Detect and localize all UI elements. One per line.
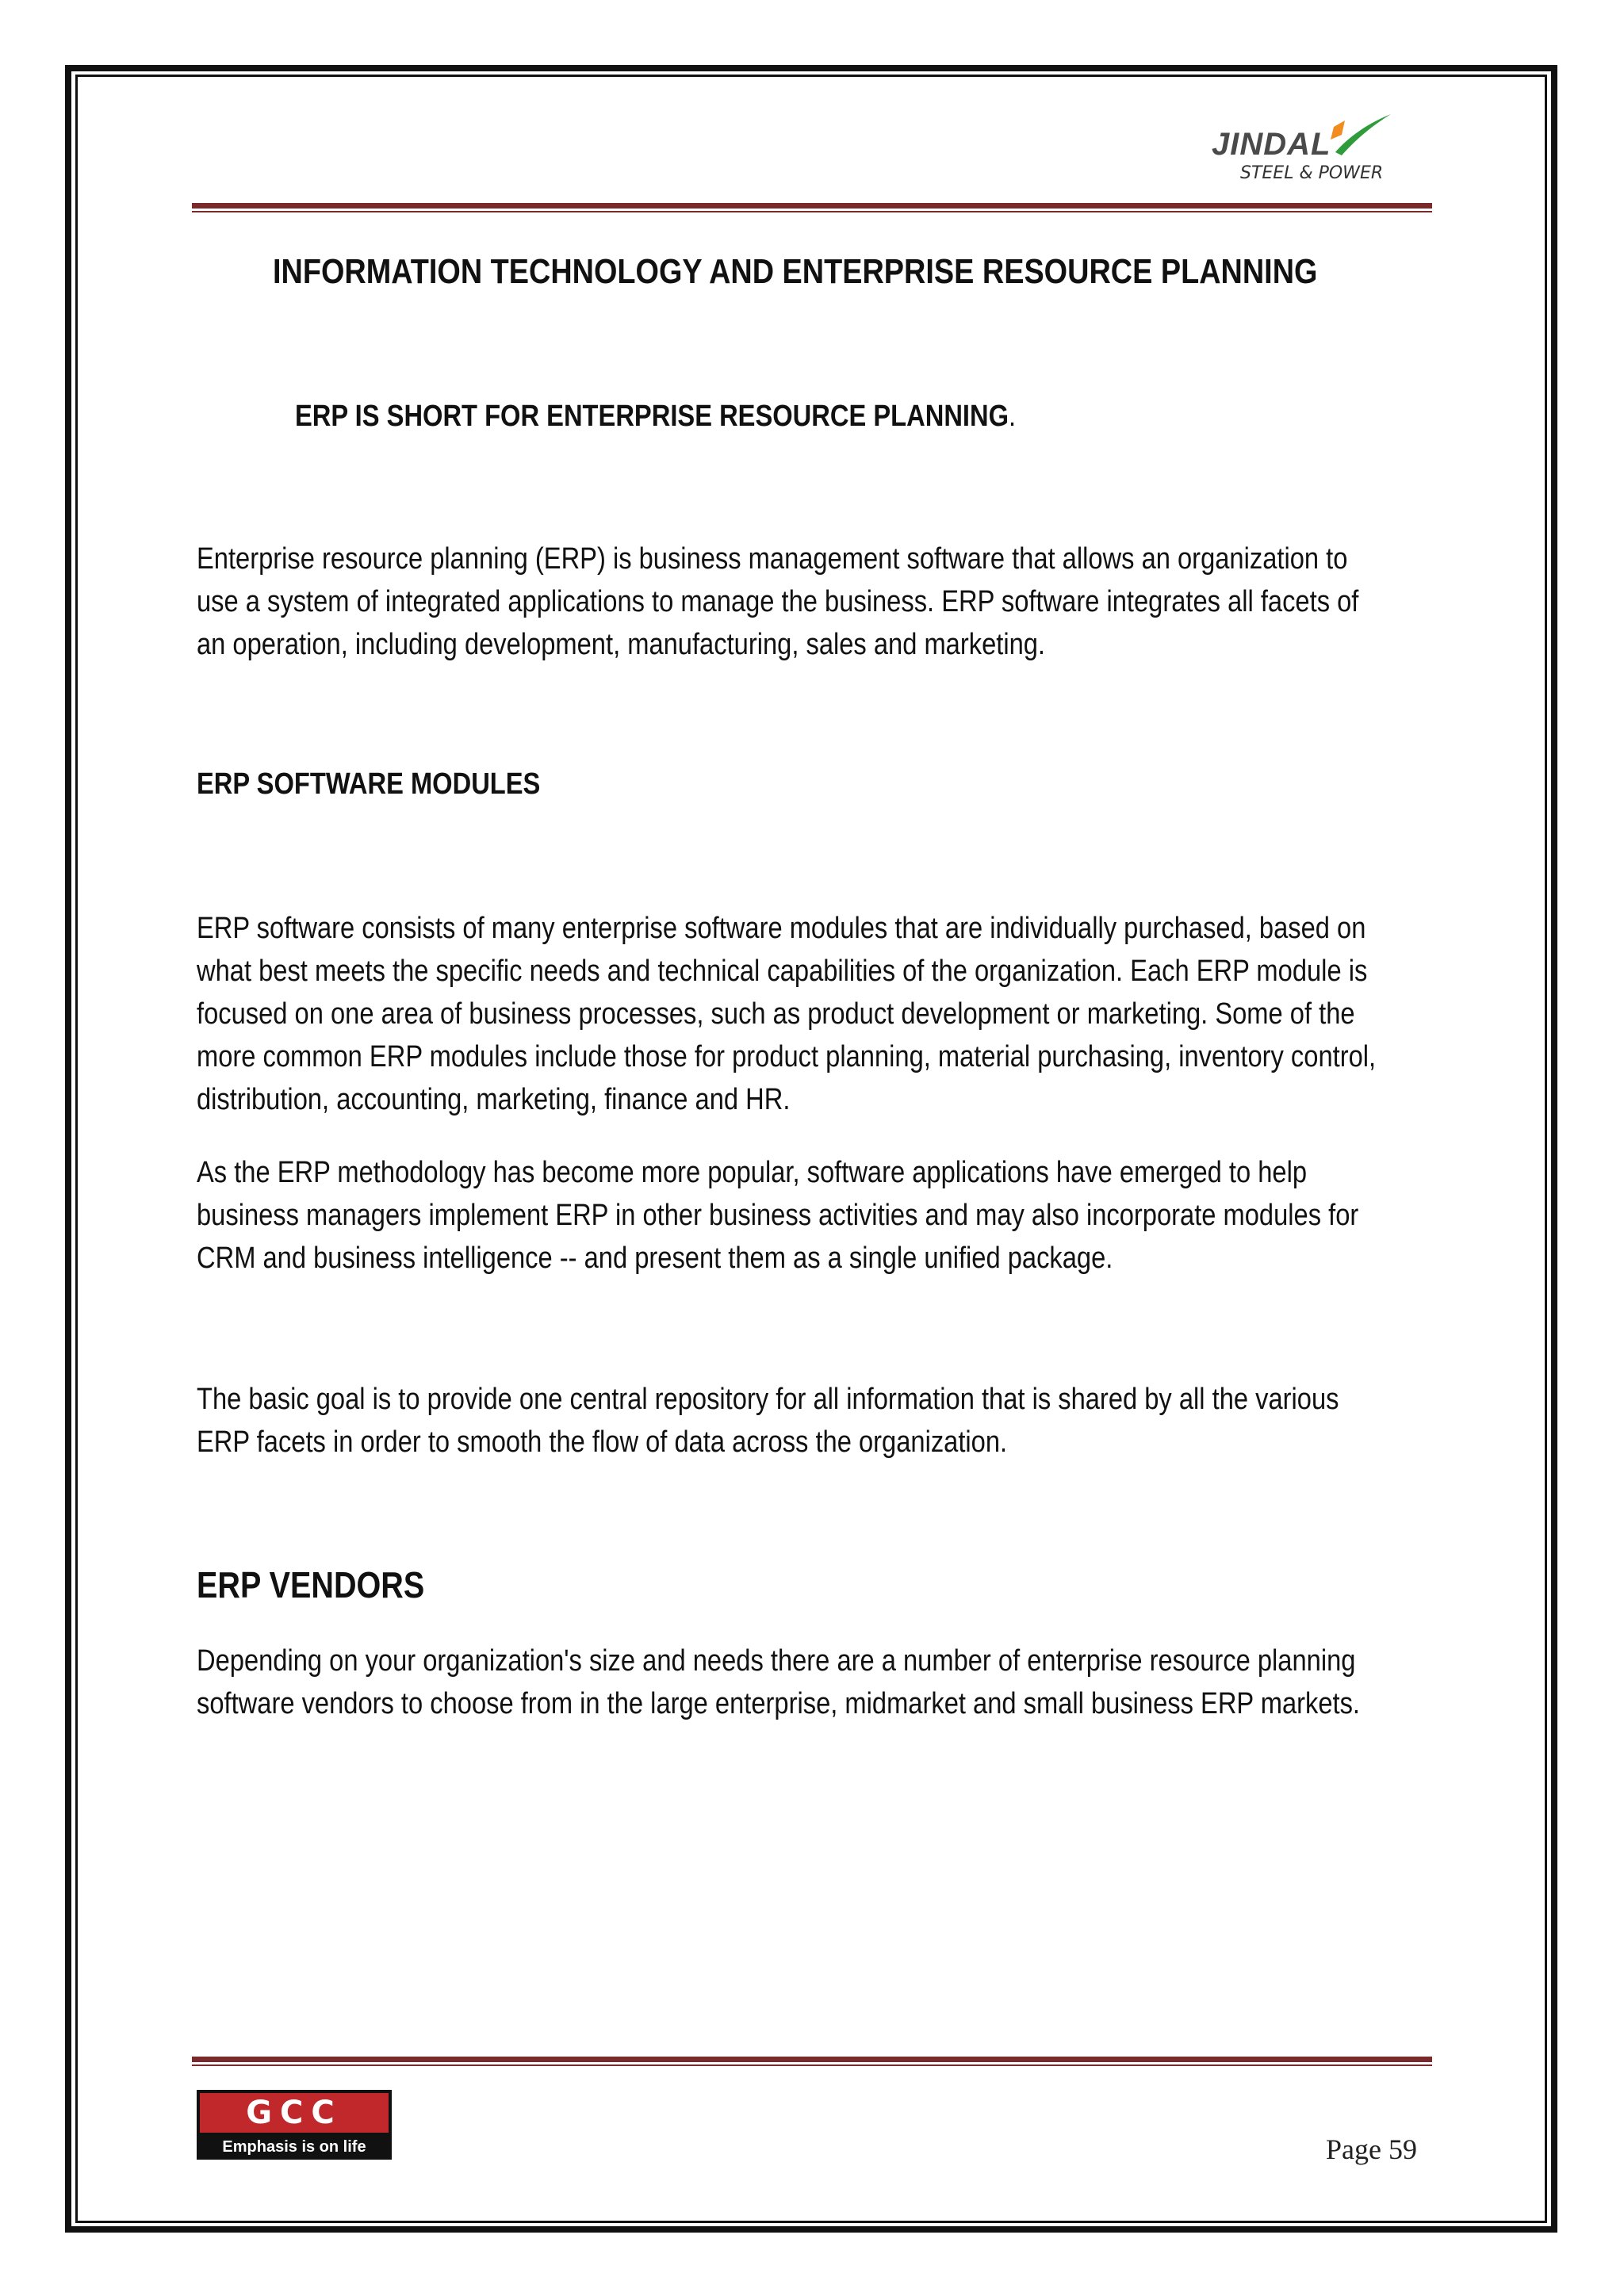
paragraph-line: Depending on your organization's size and needs there are a number of enterprise resource planning bbox=[197, 1644, 1356, 1678]
logo-subtitle: STEEL & POWER bbox=[1240, 163, 1384, 183]
modules-paragraph-2 bbox=[197, 1151, 1548, 1280]
page-number: Page 59 bbox=[1326, 2133, 1417, 2165]
jindal-logo bbox=[1212, 111, 1402, 190]
paragraph-line: distribution, accounting, marketing, finance and HR. bbox=[197, 1083, 791, 1116]
paragraph-line: CRM and business intelligence -- and present them as a single unified package. bbox=[197, 1242, 1113, 1275]
paragraph-line: more common ERP modules include those for product planning, material purchasing, inventory control, bbox=[197, 1040, 1377, 1073]
paragraph-line: As the ERP methodology has become more popular, software applications have emerged to help bbox=[197, 1156, 1308, 1189]
paragraph-line: focused on one area of business processes, such as product development or marketing. Some of the bbox=[197, 997, 1355, 1031]
logo-wordmark: JINDAL bbox=[1212, 127, 1331, 162]
paragraph-line: ERP software consists of many enterprise software modules that are individually purchased, based on bbox=[197, 912, 1366, 945]
header-rule bbox=[192, 203, 1432, 212]
page-title: INFORMATION TECHNOLOGY AND ENTERPRISE RESOURCE PLANNING bbox=[273, 252, 1318, 291]
intro-paragraph bbox=[197, 538, 1548, 666]
paragraph-line: ERP facets in order to smooth the flow of data across the organization. bbox=[197, 1425, 1008, 1459]
page-border-inner bbox=[75, 75, 1547, 2223]
vendors-paragraph bbox=[197, 1640, 1549, 1725]
section-heading-modules: ERP SOFTWARE MODULES bbox=[197, 767, 541, 801]
section-heading-vendors: ERP VENDORS bbox=[197, 1564, 425, 1605]
gcc-logo bbox=[197, 2090, 392, 2160]
paragraph-line: software vendors to choose from in the large enterprise, midmarket and small business ERP markets. bbox=[197, 1687, 1361, 1720]
subtitle bbox=[295, 400, 1016, 434]
gcc-tagline: Emphasis is on life bbox=[222, 2138, 366, 2156]
goal-paragraph bbox=[197, 1378, 1525, 1464]
paragraph-line: business managers implement ERP in other business activities and may also incorporate modules for bbox=[197, 1199, 1359, 1232]
modules-paragraph-1 bbox=[197, 907, 1568, 1121]
footer-rule bbox=[192, 2057, 1432, 2066]
gcc-wordmark: GCC bbox=[246, 2095, 343, 2131]
paragraph-line: use a system of integrated applications to manage the business. ERP software integrates all facets of bbox=[197, 585, 1359, 618]
paragraph-line: The basic goal is to provide one central repository for all information that is shared by all the various bbox=[197, 1383, 1339, 1416]
paragraph-line: an operation, including development, manufacturing, sales and marketing. bbox=[197, 628, 1046, 661]
subtitle-period: . bbox=[1009, 400, 1017, 433]
paragraph-line: what best meets the specific needs and technical capabilities of the organization. Each ERP module is bbox=[197, 955, 1368, 988]
paragraph-line: Enterprise resource planning (ERP) is business management software that allows an organization to bbox=[197, 542, 1348, 576]
subtitle-text: ERP IS SHORT FOR ENTERPRISE RESOURCE PLANNING bbox=[295, 400, 1009, 433]
